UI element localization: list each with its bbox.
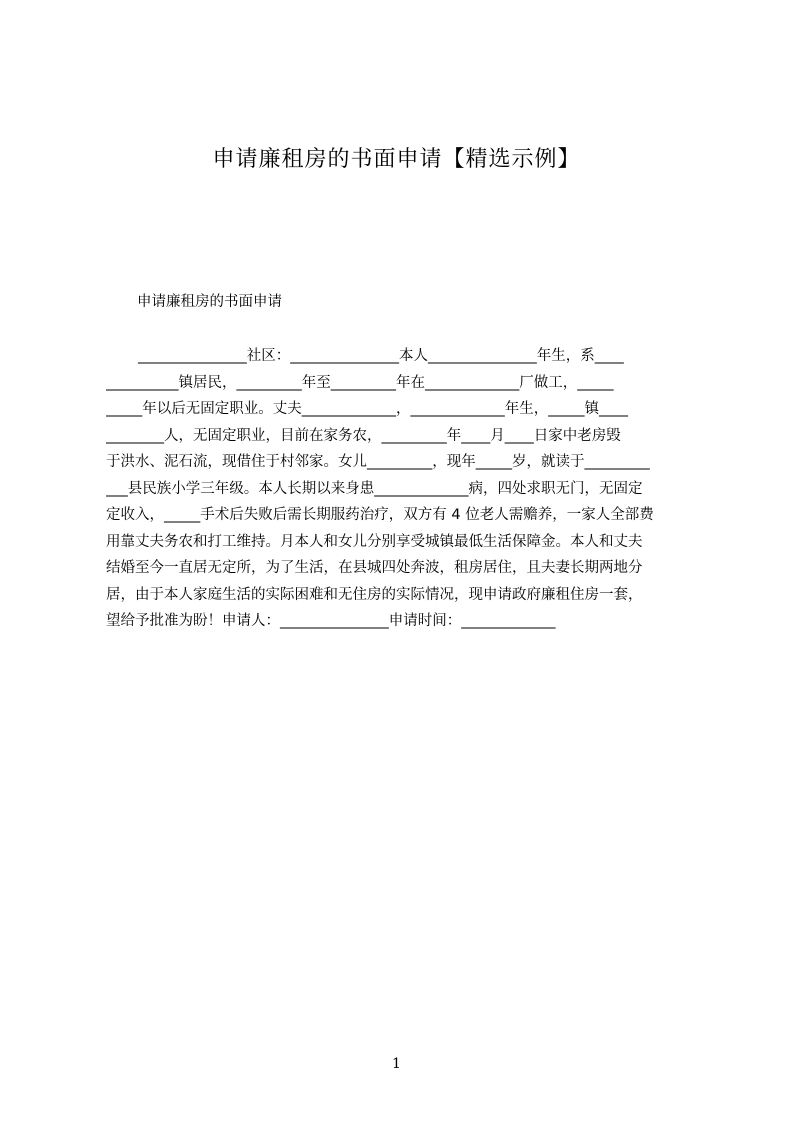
body-line: __________镇居民，_________年至_________年在_____________厂做工，_____ [106, 374, 614, 391]
body-line: 居，由于本人家庭生活的实际困难和无住房的实际情况，现申请政府廉租住房一套， [106, 586, 643, 603]
body-line: _____年以后无固定职业。丈夫_____________，_____________年生，_____镇____ [106, 401, 628, 417]
body-line: ________人，无固定职业，目前在家务农，_________年____月____日家中老房毁 [106, 427, 621, 444]
body-line: ___县民族小学三年级。本人长期以来身患_____________病，四处求职无门，无固定 [106, 480, 643, 497]
body-line: 定收入，_____手术后失败后需长期服药治疗，双方有 4 位老人需赡养，一家人全部费 [106, 507, 654, 523]
body-line: _______________社区：_______________本人_______________年生，系____ [138, 348, 624, 364]
page-number: 1 [392, 1056, 401, 1072]
document-subtitle: 申请廉租房的书面申请 [137, 294, 282, 310]
body-line: 用靠丈夫务农和打工维持。月本人和女儿分别享受城镇最低生活保障金。本人和丈夫 [106, 533, 643, 550]
body-line: 于洪水、泥石流，现借住于村邻家。女儿_________，现年_____岁，就读于_________ [106, 454, 650, 470]
document-title: 申请廉租房的书面申请【精选示例】 [212, 147, 581, 172]
document-body [106, 343, 698, 635]
body-line: 结婚至今一直居无定所，为了生活，在县城四处奔波，租房居住，且夫妻长期两地分 [106, 560, 643, 576]
body-line: 望给予批准为盼！申请人：_______________申请时间：_____________ [106, 613, 556, 629]
